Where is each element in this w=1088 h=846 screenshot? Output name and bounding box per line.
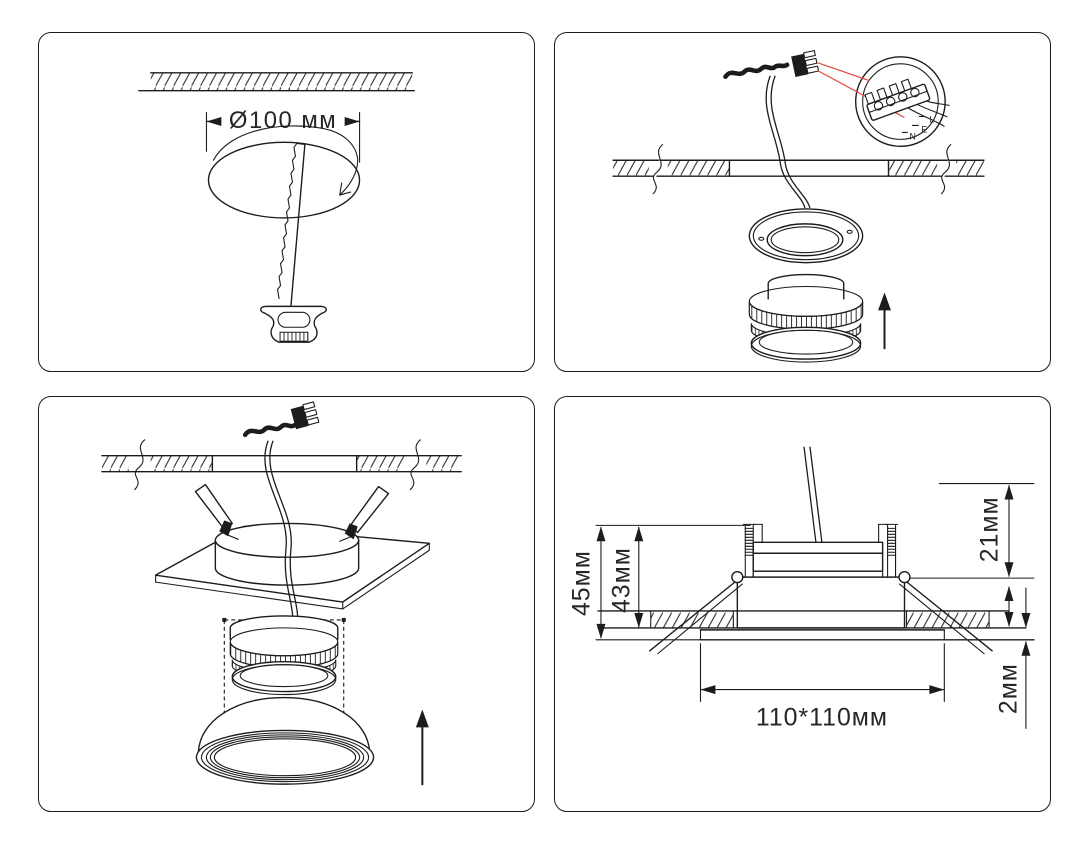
push-up-arrow-icon [878, 292, 891, 349]
supply-wire [766, 76, 810, 208]
pivot-right [899, 572, 910, 583]
terminal-label-earth: E [921, 124, 928, 135]
ceiling-section-with-hole [102, 440, 461, 490]
top-clearance-label: 21мм [975, 496, 1004, 563]
dimension-top-clearance [909, 484, 1033, 627]
hole-diameter-label: Ø100 мм [228, 106, 338, 134]
saw [261, 143, 327, 342]
rotation-arrow [213, 126, 357, 195]
trim-flange [700, 630, 1033, 640]
trim-bezel [196, 698, 373, 785]
fixture-cross-section [650, 524, 992, 653]
step4-drawing [555, 397, 1050, 811]
cut-hole-ellipse [208, 142, 359, 218]
pivot-left [732, 572, 743, 583]
detail-magnifier-circle [818, 57, 955, 149]
total-height-label: 45мм [567, 550, 596, 617]
terminal-label-neutral: N [909, 131, 916, 142]
step2-drawing [555, 33, 1050, 371]
break-squiggle-right [941, 144, 951, 194]
ceiling-section-with-hole [613, 144, 984, 194]
wire-connector [725, 51, 818, 77]
light-module [230, 616, 337, 695]
break-squiggle-right [410, 440, 420, 490]
break-squiggle-left [653, 144, 663, 194]
step3-drawing [39, 397, 534, 811]
panel-step1-cut-hole [38, 32, 535, 372]
flange-thickness-label: 2мм [994, 663, 1023, 715]
wire-connector [245, 402, 319, 435]
red-leader-line [818, 63, 870, 81]
push-up-arrow-icon [416, 709, 429, 785]
panel-step4-dimensions [554, 396, 1051, 812]
supply-wire [804, 447, 822, 543]
cutout-size-label: 110*110мм [755, 703, 888, 732]
dimension-recess-height [607, 526, 643, 628]
terminal-label-live: L [929, 114, 935, 125]
step1-drawing [39, 33, 534, 371]
recess-height-label: 43мм [607, 547, 636, 614]
trim-ring [749, 209, 862, 263]
break-squiggle-left [135, 440, 145, 490]
dimension-flange-thickness [995, 588, 1031, 728]
light-module [749, 275, 862, 362]
dimension-cutout-size [700, 644, 944, 732]
panel-step2-wiring [554, 32, 1051, 372]
spring-clip-right [340, 487, 389, 542]
ceiling-section [139, 73, 414, 91]
panel-step3-mounting [38, 396, 535, 812]
